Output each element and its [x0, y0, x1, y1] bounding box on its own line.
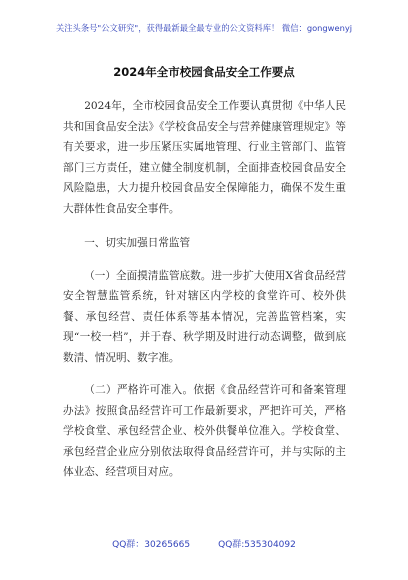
footer-qq-group-1: QQ群：30265665: [112, 540, 191, 550]
document-body: [63, 96, 346, 495]
header-promo-note: 关注头条号"公文研究"，获得最新最全最专业的公文资料库！ 微信：gongwenyj: [55, 23, 353, 33]
footer-contact: [0, 537, 408, 550]
body-paragraph: （一）全面摸清监管底数。进一步扩大使用X省食品经营安全智慧监管系统，针对辖区内学校的食堂许可、校外供餐、承包经营、责任体系等基本情况，完善监管档案，实现“一校一档”，并于春、秋学期及时进行动态调整，做到底数清、情况明、数字准。: [63, 269, 346, 364]
document-title: 2024年全市校园食品安全工作要点: [113, 65, 295, 79]
body-paragraph: （二）严格许可准入。依据《食品经营许可和备案管理办法》按照食品经营许可工作最新要求，严把许可关，严格学校食堂、承包经营企业、校外供餐单位准入。学校食堂、承包经营企业应分别依法取得食品经营许可，并与实际的主体业态、经营项目对应。: [63, 384, 346, 478]
intro-paragraph: 2024年，全市校园食品安全工作要认真贯彻《中华人民共和国食品安全法》《学校食品安全与营养健康管理规定》等有关要求，进一步压紧压实属地管理、行业主管部门、监管部门三方责任，建立健全制度机制，全面排查校园食品安全风险隐患，大力提升校园食品安全保障能力，确保不发生重大群体性食品安全事件。: [63, 100, 346, 215]
section-heading: 一、切实加强日常监管: [84, 237, 191, 249]
footer-qq-group-2: QQ群:535304092: [218, 540, 296, 550]
